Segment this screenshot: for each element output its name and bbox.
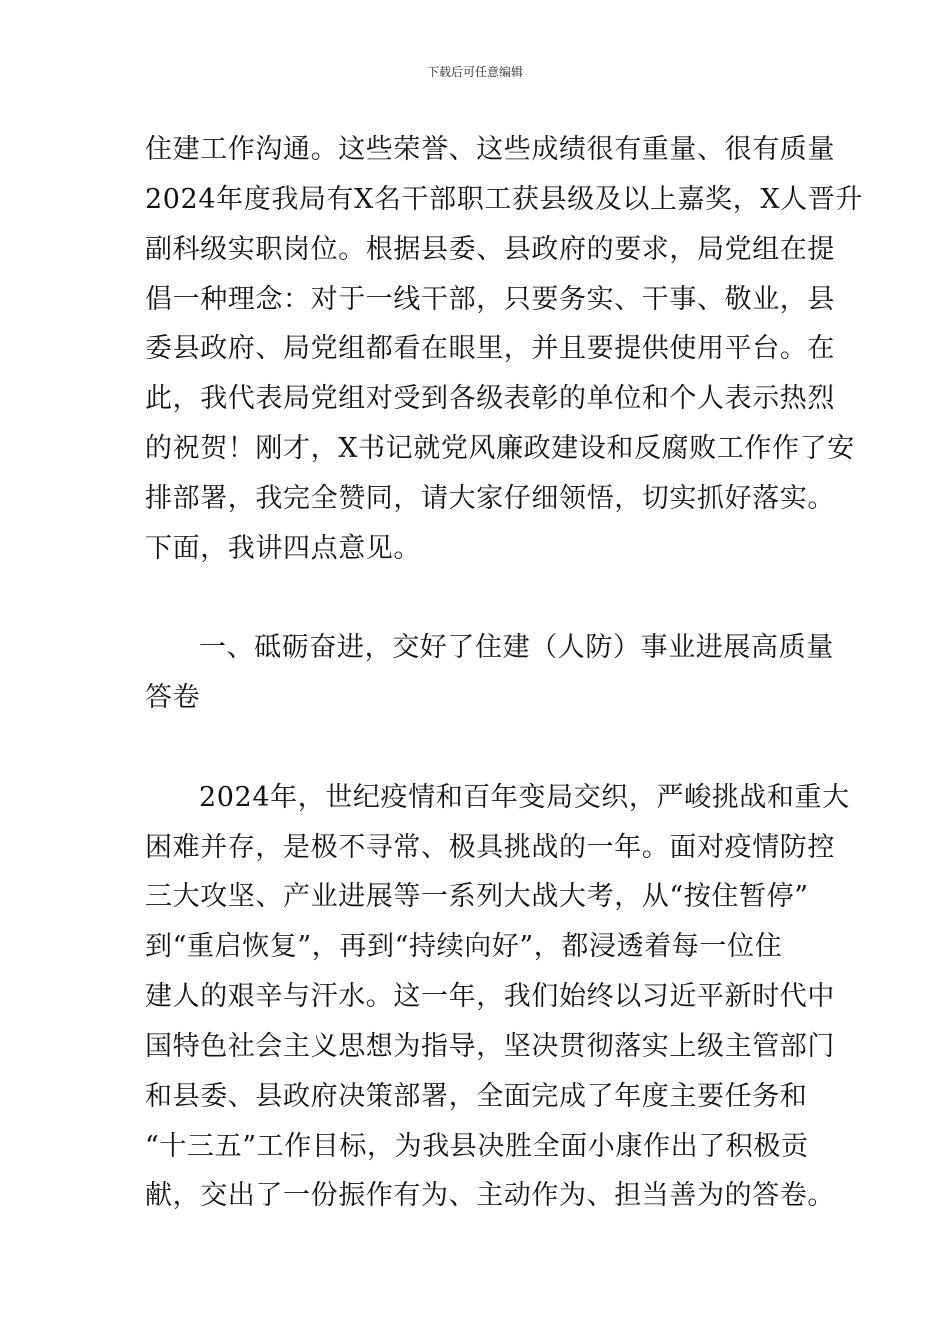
text-line: 2024年度我局有X名干部职工获县级及以上嘉奖，X人晋升 [145,184,863,215]
text-line: 建人的艰辛与汗水。这一年，我们始终以习近平新时代中 [145,981,835,1012]
text-line: 下面，我讲四点意见。 [145,533,421,564]
text-line: 困难并存，是极不寻常、极具挑战的一年。面对疫情防控 [145,832,835,863]
text-line: 住建工作沟通。这些荣誉、这些成绩很有重量、很有质量 [145,134,835,165]
text-line: 国特色社会主义思想为指导，坚决贯彻落实上级主管部门 [145,1031,835,1062]
text-line: 此，我代表局党组对受到各级表彰的单位和个人表示热烈 [145,383,835,414]
page-header-note: 下载后可任意编辑 [426,65,523,79]
text-line: 2024年，世纪疫情和百年变局交织，严峻挑战和重大 [199,782,850,813]
text-line: 三大攻坚、产业进展等一系列大战大考，从“按住暂停” [145,881,809,912]
text-line: 的祝贺！刚才，X书记就党风廉政建设和反腐败工作作了安 [145,433,855,464]
text-line: “十三五”工作目标，为我县决胜全面小康作出了积极贡 [145,1131,809,1162]
text-line: 到“重启恢复”，再到“持续向好”，都浸透着每一位住 [145,931,783,962]
text-line: 和县委、县政府决策部署，全面完成了年度主要任务和 [145,1081,808,1112]
heading-line: 一、砥砺奋进，交好了住建（人防）事业进展高质量 [199,632,834,663]
text-line: 排部署，我完全赞同，请大家仔细领悟，切实抓好落实。 [145,483,835,514]
text-line: 倡一种理念：对于一线干部，只要务实、干事、敬业，县 [145,284,835,315]
text-line: 献，交出了一份振作有为、主动作为、担当善为的答卷。 [145,1180,835,1211]
text-line: 委县政府、局党组都看在眼里，并且要提供使用平台。在 [145,333,835,364]
text-line: 副科级实职岗位。根据县委、县政府的要求，局党组在提 [145,234,835,265]
heading-line: 答卷 [145,682,201,713]
